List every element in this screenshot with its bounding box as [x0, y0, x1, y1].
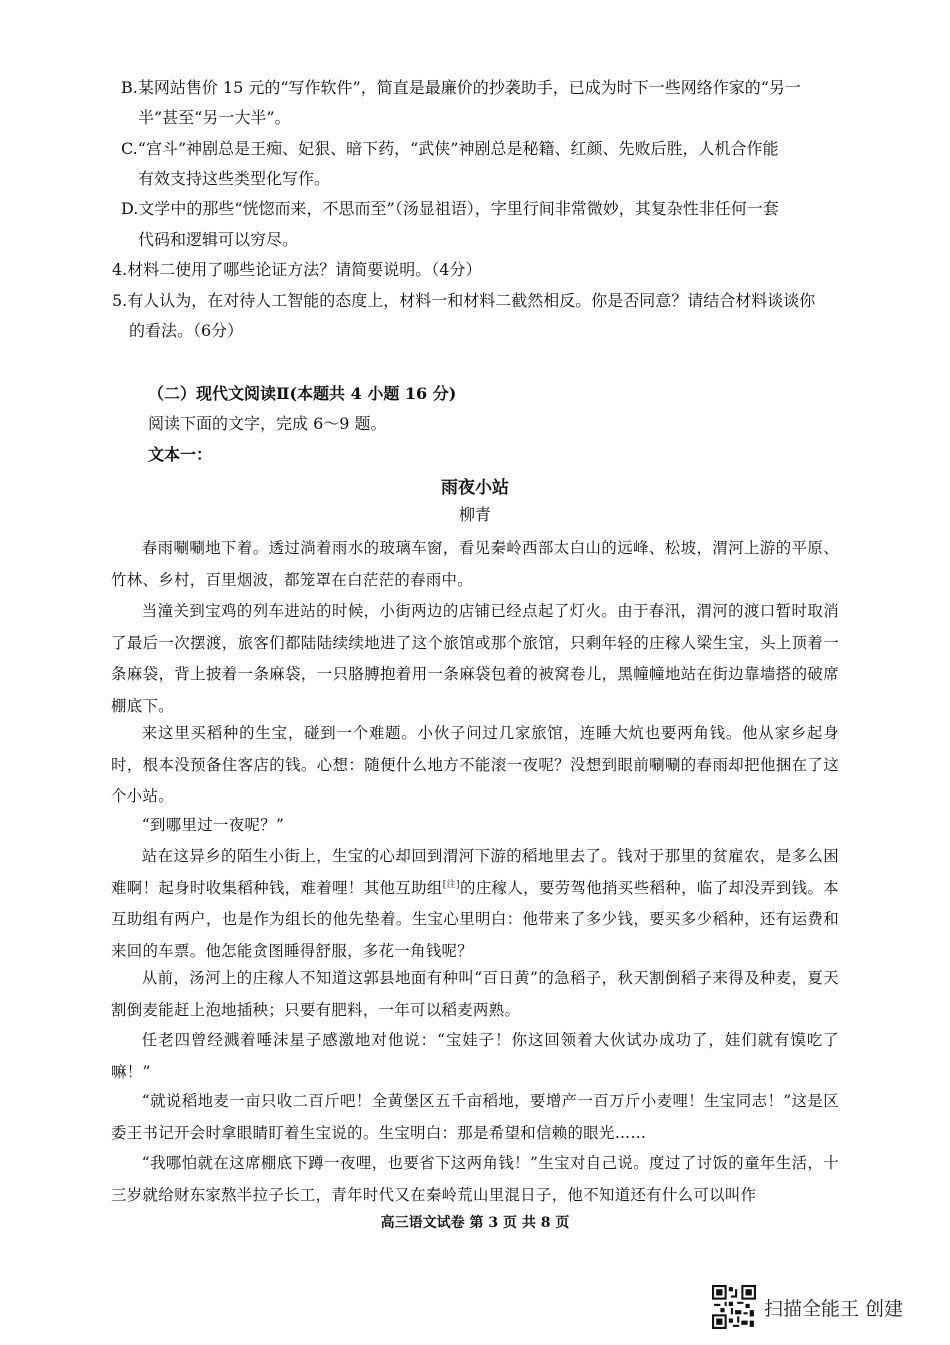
story-author: 柳青	[458, 505, 491, 524]
story-paragraph-8: “就说稻地麦一亩只收二百斤吧！全黄堡区五千亩稻地，要增产一百万斤小麦哩！生宝同志！”这是区委王书记开会时拿眼睛盯着生宝说的。生宝明白：那是希望和信赖的眼光……	[111, 1092, 839, 1142]
option-b-line2: 半”甚至“另一大半”。	[138, 108, 291, 127]
option-c-line1: C.“宫斗”神剧总是王痴、妃狠、暗下药，“武侠”神剧总是秘籍、红颜、先败后胜，人机合作能	[121, 139, 779, 158]
watermark-text: 扫描全能王 创建	[764, 1297, 904, 1320]
footnote-marker: [注]	[442, 879, 460, 890]
qr-code-icon	[712, 1285, 756, 1329]
story-paragraph-5	[111, 841, 839, 967]
option-c-line2: 有效支持这些类型化写作。	[138, 169, 331, 188]
story-paragraph-9: “我哪怕就在这席棚底下蹲一夜哩，也要省下这两角钱！”生宝对自己说。度过了讨饭的童年生活，十三岁就给财东家熬半拉子长工，青年时代又在秦岭荒山里混日子，他不知道还有什么可以叫作	[111, 1154, 839, 1204]
story-paragraph-1: 春雨唰唰地下着。透过淌着雨水的玻璃车窗，看见秦岭西部太白山的远峰、松坡，渭河上游的平原、竹林、乡村，百里烟波，都笼罩在白茫茫的春雨中。	[111, 539, 839, 589]
story-paragraph-6: 从前，汤河上的庄稼人不知道这郭县地面有种叫“百日黄”的急稻子，秋天割倒稻子来得及种麦，夏天割倒麦能赶上泡地插秧；只要有肥料，一年可以稻麦两熟。	[111, 969, 839, 1019]
section-heading: （二）现代文阅读Ⅱ(本题共 4 小题 16 分)	[148, 384, 457, 403]
story-paragraph-3: 来这里买稻种的生宝，碰到一个难题。小伙子问过几家旅馆，连睡大炕也要两角钱。他从家乡起身时，根本没预备住客店的钱。心想：随便什么地方不能滚一夜呢？没想到眼前唰唰的春雨却把他捆在了这个小站。	[111, 724, 839, 806]
story-title: 雨夜小站	[441, 478, 509, 498]
story-paragraph-5-part2: 的庄稼人，要劳驾他捎买些稻种，临了却没弄到钱。本互助组有两户，也是作为组长的他先垫着。生宝心里明白：他带来了多少钱，要买多少稻种，还有运费和来回的车票。他怎能贪图睡得舒服，多花一角钱呢？	[111, 878, 839, 960]
question-5-line2: 的看法。（6分）	[129, 321, 244, 340]
scanner-watermark	[712, 1285, 903, 1329]
story-paragraph-2: 当潼关到宝鸡的列车进站的时候，小街两边的店铺已经点起了灯火。由于春汛，渭河的渡口暂时取消了最后一次摆渡，旅客们都陆陆续续地进了这个旅馆或那个旅馆，只剩年轻的庄稼人梁生宝，头上顶着一条麻袋，背上披着一条麻袋，一只胳膊抱着用一条麻袋包着的被窝卷儿，黑幢幢地站在街边靠墙搭的破席棚底下。	[111, 602, 839, 715]
story-paragraph-7: 任老四曾经溅着唾沫星子感激地对他说：“宝娃子！你这回领着大伙试办成功了，娃们就有馍吃了嘛！”	[111, 1031, 839, 1081]
question-4: 4.材料二使用了哪些论证方法？请简要说明。（4分）	[112, 260, 482, 279]
section-instruction: 阅读下面的文字，完成 6～9 题。	[148, 414, 387, 433]
option-d-line2: 代码和逻辑可以穷尽。	[138, 230, 299, 249]
story-paragraph-5-part1: 站在这异乡的陌生小街上，生宝的心却回到渭河下游的稻地里去了。钱对于那里的贫雇农，是多么困难啊！起身时收集稻种钱，难着哩！其他互助组	[111, 847, 839, 897]
text-label: 文本一：	[148, 445, 213, 464]
option-d-line1: D.文学中的那些“恍惚而来，不思而至”（汤显祖语），字里行间非常微妙，其复杂性非任何一套	[121, 199, 779, 218]
page-footer: 高三语文试卷 第 3 页 共 8 页	[380, 1215, 570, 1231]
option-b-line1: B.某网站售价 15 元的“写作软件”，简直是最廉价的抄袭助手，已成为时下一些网络作家的“另一	[121, 78, 801, 97]
story-paragraph-4: “到哪里过一夜呢？”	[141, 816, 285, 834]
question-5-line1: 5.有人认为，在对待人工智能的态度上，材料一和材料二截然相反。你是否同意？请结合材料谈谈你	[112, 291, 816, 310]
